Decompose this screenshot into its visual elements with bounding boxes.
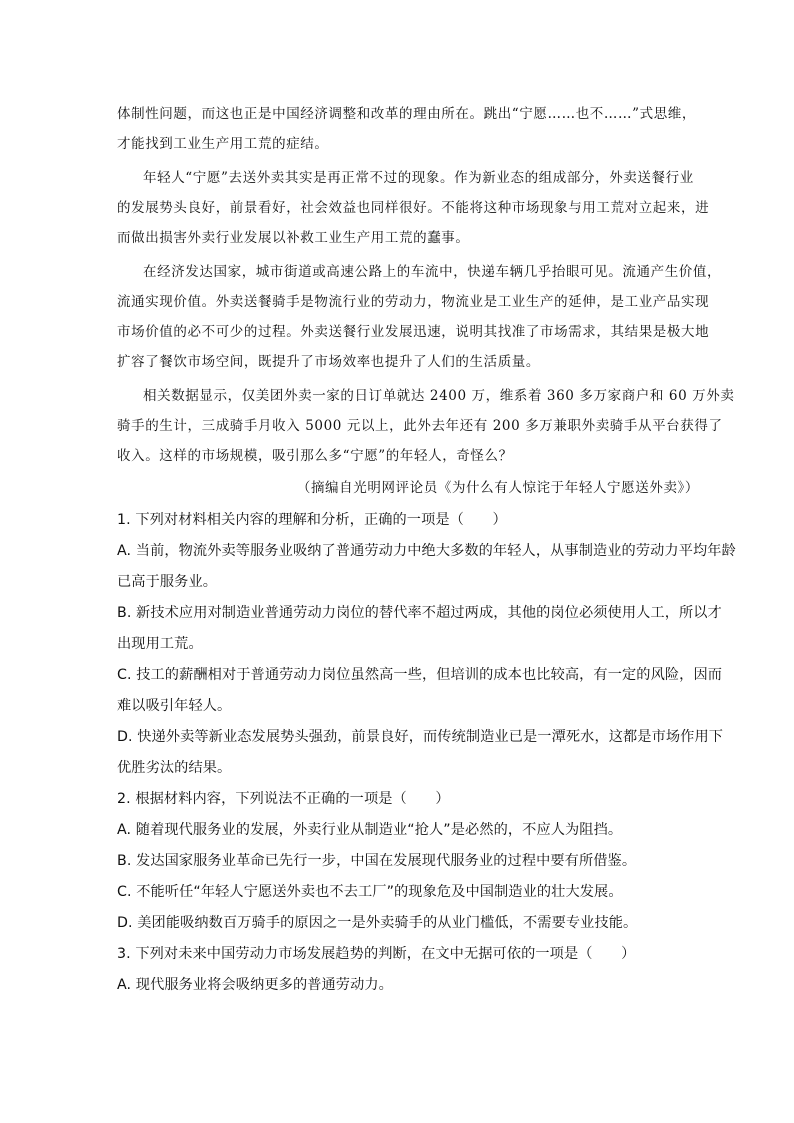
question-2-option-b: B. 发达国家服务业革命已先行一步，中国在发展现代服务业的过程中要有所借鉴。 (117, 853, 637, 869)
article-line: 市场价值的必不可少的过程。外卖送餐行业发展迅速，说明其找准了市场需求，其结果是极大地 (117, 324, 710, 340)
question-1-stem: 1. 下列对材料相关内容的理解和分析，正确的一项是（ ） (117, 512, 507, 528)
article-line: 骑手的生计，三成骑手月收入 5000 元以上，此外去年还有 200 多万兼职外卖骑手从平台获得了 (117, 418, 723, 434)
article-line: 才能找到工业生产用工荒的症结。 (117, 136, 329, 152)
question-3-stem: 3. 下列对未来中国劳动力市场发展趋势的判断，在文中无据可依的一项是（ ） (117, 946, 636, 962)
article-line: 年轻人“宁愿”去送外卖其实是再正常不过的现象。作为新业态的组成部分，外卖送餐行业 (143, 170, 694, 186)
question-1-option-c-cont: 难以吸引年轻人。 (117, 698, 232, 714)
article-line: 体制性问题，而这也正是中国经济调整和改革的理由所在。跳出“宁愿……也不……”式思维， (117, 106, 697, 122)
article-line: 在经济发达国家，城市街道或高速公路上的车流中，快递车辆几乎抬眼可见。流通产生价值， (143, 264, 722, 280)
article-line: 而做出损害外卖行业发展以补救工业生产用工荒的蠢事。 (117, 230, 470, 246)
article-line: 相关数据显示，仅美团外卖一家的日订单就达 2400 万，维系着 360 多万家商户和 60 万外卖 (143, 388, 735, 404)
question-2-option-a: A. 随着现代服务业的发展，外卖行业从制造业“抢人”是必然的，不应人为阻挡。 (117, 822, 623, 838)
article-line: 收入。这样的市场规模，吸引那么多“宁愿”的年轻人，奇怪么？ (117, 448, 513, 464)
question-1-option-d: D. 快递外卖等新业态发展势头强劲，前景良好，而传统制造业已是一潭死水，这都是市场作用下 (117, 729, 724, 745)
question-1-option-b: B. 新技术应用对制造业普通劳动力岗位的替代率不超过两成，其他的岗位必须使用人工，所以才 (117, 605, 722, 621)
question-1-option-c: C. 技工的薪酬相对于普通劳动力岗位虽然高一些，但培训的成本也比较高，有一定的风险，因而 (117, 667, 723, 683)
article-line: 的发展势头良好，前景看好，社会效益也同样很好。不能将这种市场现象与用工荒对立起来，进 (117, 200, 710, 216)
question-2-stem: 2. 根据材料内容，下列说法不正确的一项是（ ） (117, 791, 450, 807)
article-source: （摘编自光明网评论员《为什么有人惊诧于年轻人宁愿送外卖》） (296, 480, 699, 496)
question-3-option-a: A. 现代服务业将会吸纳更多的普通劳动力。 (117, 977, 393, 993)
article-line: 流通实现价值。外卖送餐骑手是物流行业的劳动力，物流业是工业生产的延伸，是工业产品实现 (117, 294, 710, 310)
question-1-option-a-cont: 已高于服务业。 (117, 574, 218, 590)
question-1-option-a: A. 当前，物流外卖等服务业吸纳了普通劳动力中绝大多数的年轻人，从事制造业的劳动力平均年龄 (117, 543, 736, 559)
question-1-option-d-cont: 优胜劣汰的结果。 (117, 760, 232, 776)
question-1-option-b-cont: 出现用工荒。 (117, 636, 203, 652)
question-2-option-d: D. 美团能吸纳数百万骑手的原因之一是外卖骑手的从业门槛低，不需要专业技能。 (117, 915, 638, 931)
question-2-option-c: C. 不能听任“年轻人宁愿送外卖也不去工厂”的现象危及中国制造业的壮大发展。 (117, 884, 623, 900)
article-line: 扩容了餐饮市场空间，既提升了市场效率也提升了人们的生活质量。 (117, 354, 540, 370)
